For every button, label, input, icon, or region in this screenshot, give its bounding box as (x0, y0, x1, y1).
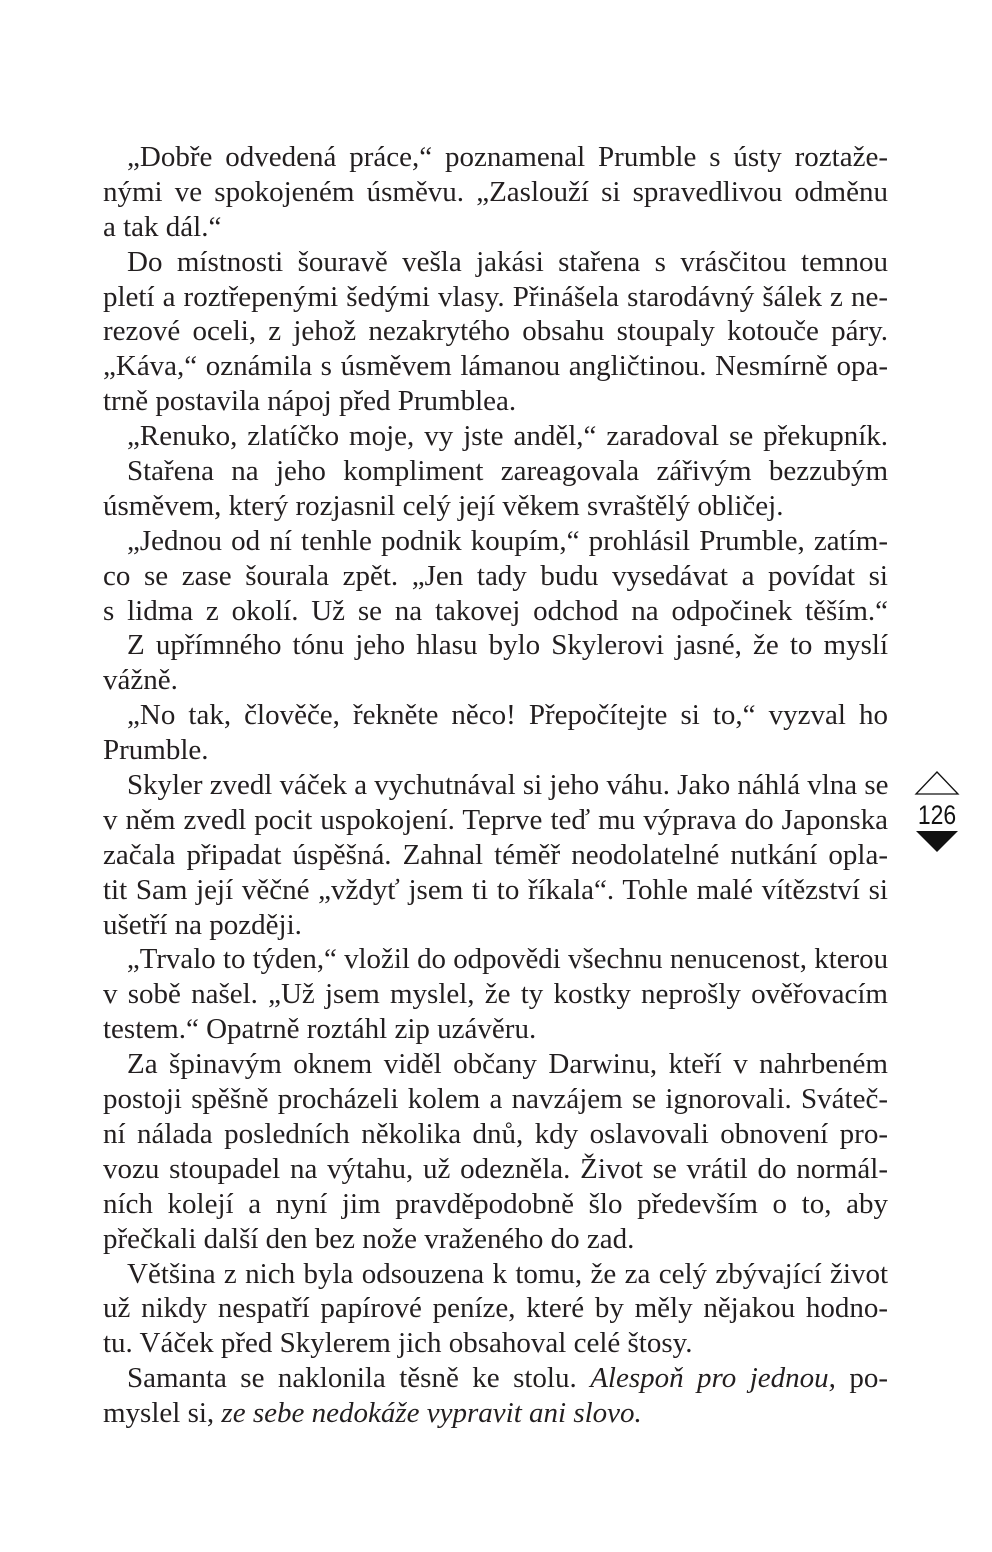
text-span: „Káva,“ oznámila s úsměvem lámanou angličtinou. Nesmírně opa- (103, 350, 888, 383)
text-line (103, 314, 888, 349)
text-line-content (103, 175, 888, 210)
text-line (103, 1361, 888, 1396)
text-line-content (103, 419, 888, 454)
text-span: začala připadat úspěšná. Zahnal téměř neodolatelné nutkání opla- (103, 838, 888, 871)
text-span: rezové oceli, z jehož nezakrytého obsahu stoupaly kotouče páry. (103, 315, 888, 348)
text-line-content (103, 349, 888, 384)
text-line (103, 594, 888, 629)
text-span: Většina z nich byla odsouzena k tomu, že za celý zbývající život (127, 1257, 888, 1290)
text-line-content (103, 1187, 888, 1222)
text-span: ní nálada posledních několika dnů, kdy oslavovali obnovení pro- (103, 1117, 888, 1150)
italic-text: Alespoň pro jednou, (590, 1362, 836, 1395)
text-span: „Jednou od ní tenhle podnik koupím,“ prohlásil Prumble, zatím- (127, 524, 888, 557)
text-line-content (103, 733, 209, 768)
page-down-triangle-icon (914, 829, 960, 853)
text-line-content (103, 210, 221, 245)
text-span: Z upřímného tónu jeho hlasu bylo Skylerovi jasné, že to myslí (127, 629, 888, 662)
text-line (103, 733, 888, 768)
italic-text: ze sebe nedokáže vypravit ani slovo. (221, 1397, 642, 1430)
text-line (103, 1326, 888, 1361)
text-span: přečkali další den bez nože vraženého do zad. (103, 1222, 635, 1255)
text-line-content (103, 1047, 888, 1082)
text-line-content (103, 908, 302, 943)
text-line-content (103, 942, 888, 977)
text-span: pletí a roztřepenými šedými vlasy. Přinášela starodávný šálek z ne- (103, 280, 888, 313)
text-line (103, 1222, 888, 1257)
text-line-content (103, 1326, 693, 1361)
text-line (103, 210, 888, 245)
text-span: úsměvem, který rozjasnil celý její věkem svraštělý obličej. (103, 489, 784, 522)
text-line-content (103, 384, 516, 419)
text-line-content (103, 559, 888, 594)
text-line-content (103, 1257, 888, 1292)
text-line (103, 977, 888, 1012)
text-line (103, 140, 888, 175)
text-line-content (103, 594, 888, 629)
text-line-content (103, 245, 888, 280)
text-span: „Trvalo to týden,“ vložil do odpovědi všechnu nenucenost, kterou (126, 943, 889, 976)
text-line (103, 1082, 888, 1117)
text-span: trně postavila nápoj před Prumblea. (103, 385, 517, 418)
text-line (103, 454, 888, 489)
text-line-content (103, 698, 888, 733)
text-line-content (103, 524, 888, 559)
text-line (103, 349, 888, 384)
text-line-content (103, 454, 888, 489)
text-line (103, 942, 888, 977)
text-line-content (103, 1152, 888, 1187)
page-up-triangle-icon (914, 770, 960, 796)
text-line-content (103, 1012, 536, 1047)
text-span: vozu stoupadel na výtahu, už odezněla. Život se vrátil do normál- (103, 1152, 888, 1185)
text-line-content (103, 1082, 888, 1117)
text-line-content (103, 1361, 888, 1396)
text-line (103, 768, 888, 803)
text-line (103, 1187, 888, 1222)
text-span: už nikdy nespatří papírové peníze, které by měly nějakou hodno- (103, 1292, 888, 1325)
text-line-content (103, 1117, 888, 1152)
text-span: vážně. (103, 664, 178, 697)
text-line (103, 1291, 888, 1326)
text-line-content (103, 1291, 888, 1326)
text-line (103, 175, 888, 210)
text-span: v sobě našel. „Už jsem myslel, že ty kostky neprošly ověřovacím (103, 978, 888, 1011)
text-line (103, 489, 888, 524)
text-line-content (103, 1222, 634, 1257)
text-line (103, 280, 888, 315)
text-span: ušetří na později. (103, 908, 302, 941)
text-line (103, 873, 888, 908)
text-span: nými ve spokojeném úsměvu. „Zaslouží si spravedlivou odměnu (103, 175, 888, 208)
text-line (103, 1396, 888, 1431)
text-line-content (103, 280, 888, 315)
text-line (103, 524, 888, 559)
text-span: Do místnosti šouravě vešla jakási stařena s vrásčitou temnou (127, 245, 888, 278)
text-span: ních kolejí a nyní jim pravděpodobně šlo především o to, aby (103, 1187, 888, 1220)
book-page-text (103, 140, 888, 1431)
text-line (103, 908, 888, 943)
text-span: „No tak, člověče, řekněte něco! Přepočítejte si to,“ vyzval ho (127, 699, 888, 732)
text-span: Skyler zvedl váček a vychutnával si jeho váhu. Jako náhlá vlna se (126, 769, 889, 802)
text-line-content (103, 663, 178, 698)
text-line (103, 698, 888, 733)
text-span: tit Sam její věčné „vždyť jsem ti to říkala“. Tohle malé vítězství si (103, 873, 888, 906)
text-span: s lidma z okolí. Už se na takovej odchod na odpočinek těším.“ (103, 594, 888, 627)
text-line (103, 1012, 888, 1047)
text-span: Stařena na jeho kompliment zareagovala zářivým bezzubým (127, 455, 888, 488)
text-line (103, 663, 888, 698)
text-line (103, 838, 888, 873)
text-line-content (103, 628, 888, 663)
text-line (103, 559, 888, 594)
text-line-content (103, 1396, 642, 1431)
text-line-content (103, 314, 888, 349)
text-line-content (103, 838, 888, 873)
text-span: testem.“ Opatrně roztáhl zip uzávěru. (103, 1013, 537, 1046)
text-line-content (103, 768, 888, 803)
text-span: Samanta se naklonila těsně ke stolu. (127, 1362, 591, 1395)
text-span: co se zase šourala zpět. „Jen tady budu vysedávat a povídat si (103, 559, 888, 592)
text-line (103, 419, 888, 454)
text-span: „Renuko, zlatíčko moje, vy jste anděl,“ zaradoval se překupník. (127, 420, 888, 453)
text-span: v něm zvedl pocit uspokojení. Teprve teď mu výprava do Japonska (103, 803, 888, 836)
text-line (103, 628, 888, 663)
text-span: „Dobře odvedená práce,“ poznamenal Prumble s ústy roztaže- (127, 141, 888, 173)
text-line (103, 1257, 888, 1292)
text-span: po- (835, 1362, 888, 1395)
text-line (103, 384, 888, 419)
text-line (103, 803, 888, 838)
text-span: tu. Váček před Skylerem jich obsahoval celé štosy. (103, 1327, 693, 1360)
text-line-content (103, 489, 783, 524)
text-span: myslel si, (103, 1397, 222, 1430)
text-span: a tak dál.“ (103, 210, 222, 243)
page-number-marker (914, 770, 960, 858)
page-number: 126 (917, 800, 957, 830)
text-span: postoji spěšně procházeli kolem a navzájem se ignorovali. Sváteč- (103, 1083, 888, 1116)
text-line-content (103, 803, 888, 838)
text-line-content (103, 977, 888, 1012)
text-line (103, 1152, 888, 1187)
text-line-content (103, 140, 888, 175)
text-line (103, 1047, 888, 1082)
text-line (103, 245, 888, 280)
text-span: Prumble. (103, 734, 209, 767)
text-line (103, 1117, 888, 1152)
text-span: Za špinavým oknem viděl občany Darwinu, kteří v nahrbeném (127, 1048, 888, 1081)
text-line-content (103, 873, 888, 908)
